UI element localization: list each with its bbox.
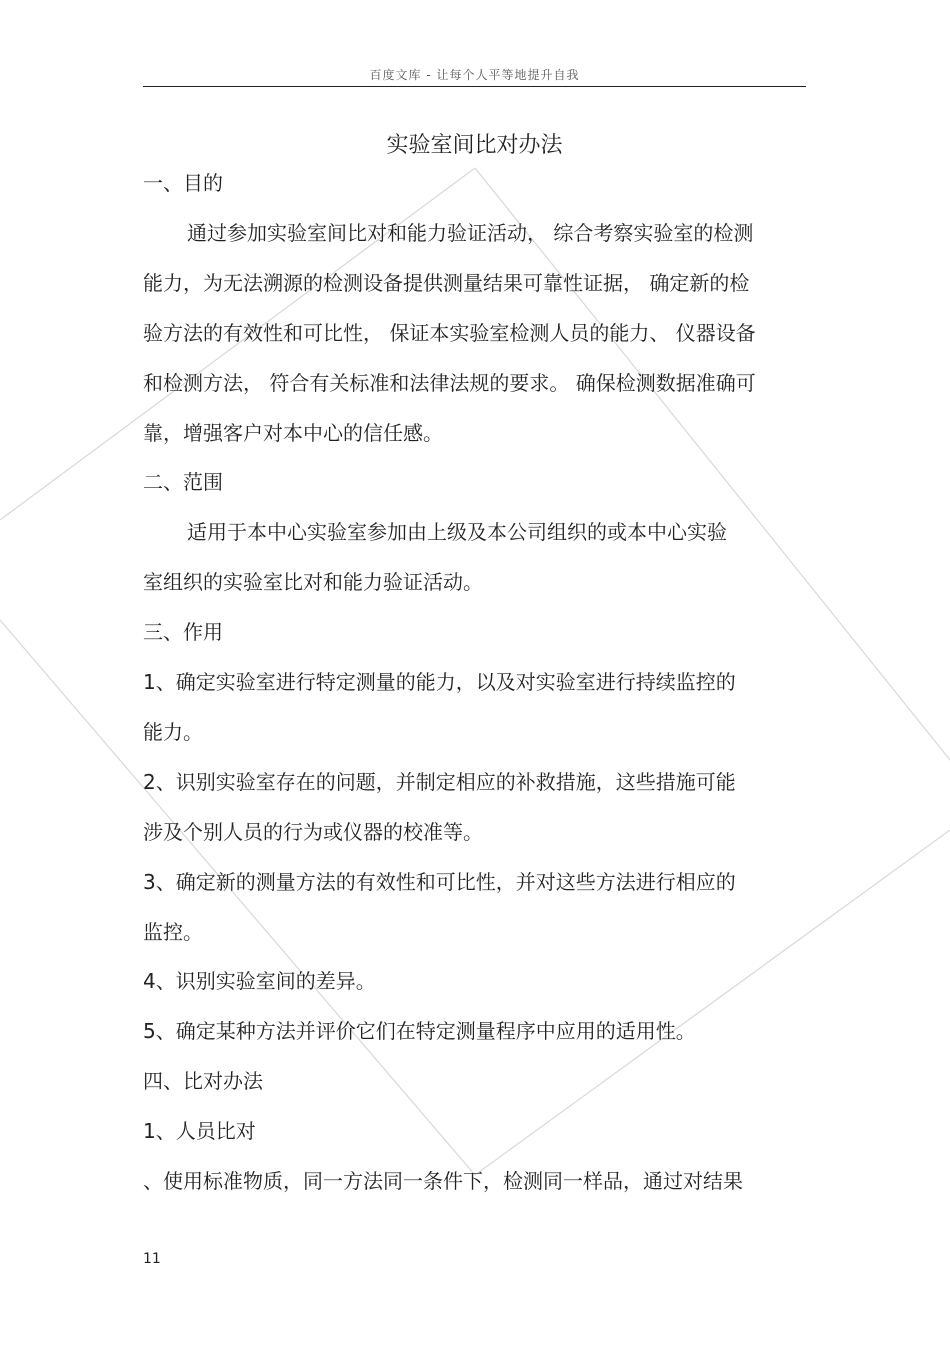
text-line: 验方法的有效性和可比性， 保证本实验室检测人员的能力、 仪器设备	[143, 321, 756, 345]
text-line: 、使用标准物质，同一方法同一条件下，检测同一样品，通过对结果	[143, 1169, 743, 1193]
text-line: 5、确定某种方法并评价它们在特定测量程序中应用的适用性。	[143, 1019, 696, 1043]
text-line: 3、确定新的测量方法的有效性和可比性，并对这些方法进行相应的	[143, 870, 736, 894]
text-line: 2、识别实验室存在的问题，并制定相应的补救措施，这些措施可能	[143, 770, 736, 794]
text-line: 通过参加实验室间比对和能力验证活动， 综合考察实验室的检测	[187, 221, 754, 245]
header-rule	[143, 86, 806, 87]
text-line: 1、确定实验室进行特定测量的能力，以及对实验室进行持续监控的	[143, 670, 736, 694]
page-number: 11	[143, 1251, 161, 1267]
text-line: 室组织的实验室比对和能力验证活动。	[143, 570, 483, 594]
text-line: 一、目的	[143, 171, 223, 195]
text-line: 二、范围	[143, 470, 223, 494]
text-line: 靠，增强客户对本中心的信任感。	[143, 421, 443, 445]
page-header: 百度文库 - 让每个人平等地提升自我	[369, 68, 580, 82]
text-line: 1、人员比对	[143, 1119, 256, 1143]
text-line: 适用于本中心实验室参加由上级及本公司组织的或本中心实验	[187, 520, 727, 544]
text-line: 能力，为无法溯源的检测设备提供测量结果可靠性证据， 确定新的检	[143, 271, 750, 295]
text-line: 涉及个别人员的行为或仪器的校准等。	[143, 820, 483, 844]
text-line: 4、识别实验室间的差异。	[143, 969, 376, 993]
text-line: 能力。	[143, 720, 203, 744]
text-line: 和检测方法， 符合有关标准和法律法规的要求。 确保检测数据准确可	[143, 371, 756, 395]
text-line: 四、比对办法	[143, 1069, 263, 1093]
document-title: 实验室间比对办法	[386, 133, 563, 158]
text-line: 三、作用	[143, 620, 223, 644]
text-line: 监控。	[143, 920, 203, 944]
